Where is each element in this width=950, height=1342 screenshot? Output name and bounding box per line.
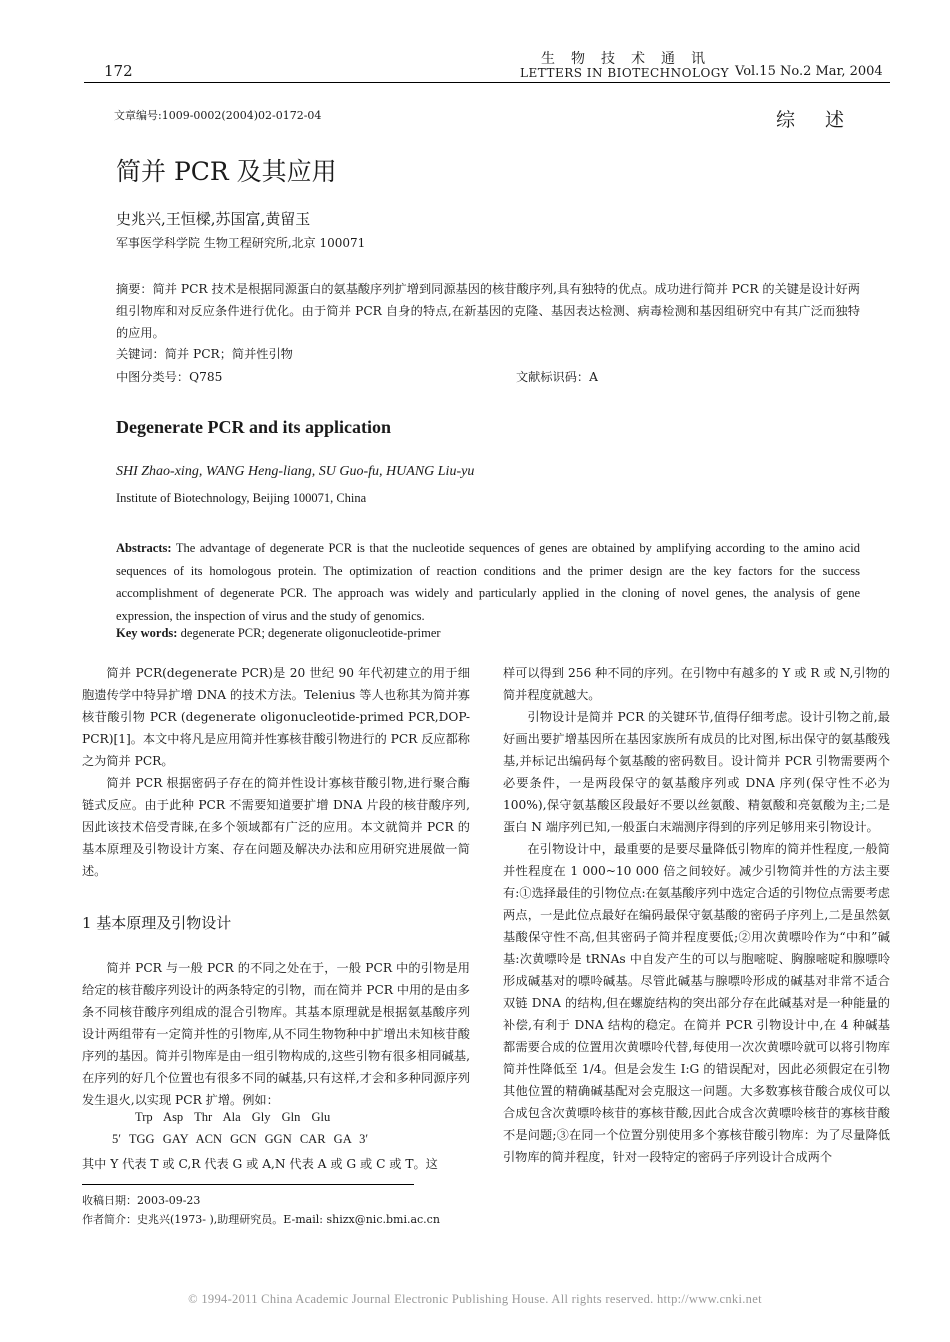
section-heading: 1 基本原理及引物设计	[82, 914, 232, 932]
authors-en: SHI Zhao-xing, WANG Heng-liang, SU Guo-fu, HUANG Liu-yu	[116, 464, 475, 479]
header-rule	[84, 82, 890, 83]
abstract-en-text: The advantage of degenerate PCR is that the nucleotide sequences of genes are obtained by amplifying according to the amino acid sequences of its homologous protein. The optimization of reaction conditions and the primer design are the key factors for the success accomplishment of degenerate PCR. The approach was widely and particularly applied in the cloning of novel genes, the analysis of gene expression, the inspection of virus and the study of genomics.	[116, 541, 860, 623]
keywords-en-label: Key words:	[116, 626, 178, 640]
title-cn: 简并 PCR 及其应用	[116, 157, 337, 186]
keywords-cn: 关键词：简并 PCR；简并性引物	[116, 347, 293, 361]
abstract-cn: 摘要：简并 PCR 技术是根据同源蛋白的氨基酸序列扩增到同源基因的核苷酸序列,具有独特的优点。成功进行简并 PCR 的关键是设计好两组引物库和对反应条件进行优化。由于简并 PCR 自身的特点,在新基因的克隆、基因表达检测、病毒检测和基因组研究中有其广泛而独特的应用。	[116, 282, 860, 340]
abstract-en-label: Abstracts:	[116, 541, 172, 555]
nucleotide-sequence: 5′ TGG GAY ACN GCN GGN CAR GA 3′	[112, 1132, 369, 1146]
page-number: 172	[104, 62, 133, 80]
journal-volume: Vol.15 No.2 Mar, 2004	[735, 64, 883, 79]
sequence-note: 其中 Y 代表 T 或 C,R 代表 G 或 A,N 代表 A 或 G 或 C 或 T。这	[82, 1157, 438, 1171]
copyright-footer: © 1994-2011 China Academic Journal Electronic Publishing House. All rights reserved. http://www.cnki.net	[188, 1292, 762, 1306]
document-code: 文献标识码：A	[516, 370, 598, 384]
journal-title-en: LETTERS IN BIOTECHNOLOGY	[520, 66, 730, 80]
authors-cn: 史兆兴,王恒樑,苏国富,黄留玉	[116, 210, 311, 228]
footnote-author-bio: 作者简介：史兆兴(1973- ),助理研究员。E-mail: shizx@nic.bmi.ac.cn	[82, 1213, 440, 1226]
left-column-section	[82, 957, 470, 1111]
section-paragraph-1: 简并 PCR 与一般 PCR 的不同之处在于，一般 PCR 中的引物是用给定的核苷酸序列设计的两条特定的引物，而在简并 PCR 中用的是由多条不同核苷酸序列组成的混合引物库。其基本原理就是根据氨基酸序列设计两组带有一定简并性的引物库,从不同生物物种中扩增出未知核苷酸序列的基因。简并引物库是由一组引物构成的,这些引物有很多相同碱基,在序列的好几个位置也有很多不同的碱基,只有这样,才会和多种同源序列发生退火,以实现 PCR 扩增。例如：	[82, 961, 470, 1107]
affiliation-en: Institute of Biotechnology, Beijing 100071, China	[116, 491, 367, 505]
keywords-en	[116, 626, 441, 641]
right-paragraph-3: 在引物设计中，最重要的是要尽量降低引物库的简并性程度,一般简并性程度在 1 000~10 000 倍之间较好。减少引物简并性的方法主要有:①选择最佳的引物位点:在氨基酸序列中选定合适的引物位点需要考虑两点，一是此位点最好在编码最保守氨基酸的密码子序列上,二是虽然氨基酸保守性不高,但其密码子简并程度要低;②用次黄嘌呤作为“中和”碱基:次黄嘌呤是 tRNAs 中自发产生的可以与胞嘧啶、胸腺嘧啶和腺嘌呤形成碱基对的嘌呤碱基。尽管此碱基与腺嘌呤形成的碱基对非常不适合双链 DNA 的结构,但在螺旋结构的突出部分存在此碱基对是一种能量的补偿,有利于 DNA 结构的稳定。在简并 PCR 引物设计中,在 4 种碱基都需要合成的位置用次黄嘌呤代替,每使用一次次黄嘌呤就可以将引物库简并性降低至 1/4。但是会发生 I:G 的错误配对，因此必须假定在引物其他位置的精确碱基配对会克服这一问题。大多数寡核苷酸合成仪可以合成包含次黄嘌呤核苷的寡核苷酸,因此合成含次黄嘌呤核苷的寡核苷酸不是问题;③在同一个位置分别使用多个寡核苷酸引物库：为了尽量降低引物库的简并程度，针对一段特定的密码子序列设计合成两个	[503, 842, 890, 1164]
right-paragraph-2: 引物设计是简并 PCR 的关键环节,值得仔细考虑。设计引物之前,最好画出要扩增基因所在基因家族所有成员的比对图,标出保守的氨基酸残基,并标记出编码每个氨基酸的密码数目。设计简并 PCR 引物需要两个必要条件，一是两段保守的氨基酸序列或 DNA 序列(保守性不必为 100%),保守氨基酸区段最好不要以丝氨酸、精氨酸和亮氨酸为主;二是蛋白 N 端序列已知,一般蛋白末端测序得到的序列足够用来引物设计。	[503, 710, 890, 834]
article-category: 综述	[776, 109, 875, 131]
abstract-en	[116, 537, 860, 627]
classification-number: 中图分类号：Q785	[116, 370, 223, 384]
intro-paragraph-1: 简并 PCR(degenerate PCR)是 20 世纪 90 年代初建立的用于细胞遗传学中特异扩增 DNA 的技术方法。Telenius 等人也称其为简并寡核苷酸引物 PCR (degenerate oligonucleotide-primed PCR,DOP-PCR)[1]。本文中将凡是应用简并性寡核苷酸引物进行的 PCR 反应都称之为简并 PCR。	[82, 666, 470, 768]
title-en: Degenerate PCR and its application	[116, 417, 391, 437]
amino-acid-sequence: Trp Asp Thr Ala Gly Gln Glu	[135, 1110, 331, 1124]
intro-paragraph-2: 简并 PCR 根据密码子存在的简并性设计寡核苷酸引物,进行聚合酶链式反应。由于此种 PCR 不需要知道要扩增 DNA 片段的核苷酸序列,因此该技术倍受青睐,在多个领域都有广泛的应用。本文就简并 PCR 的基本原理及引物设计方案、存在问题及解决办法和应用研究进展做一简述。	[82, 776, 470, 878]
right-column	[503, 662, 890, 1168]
footnote-rule	[82, 1184, 414, 1185]
right-paragraph-1: 样可以得到 256 种不同的序列。在引物中有越多的 Y 或 R 或 N,引物的简并程度就越大。	[503, 666, 890, 702]
affiliation-cn: 军事医学科学院 生物工程研究所,北京 100071	[116, 236, 366, 250]
footnote-received: 收稿日期：2003-09-23	[82, 1194, 201, 1207]
journal-title-cn: 生物技术通讯	[541, 51, 721, 67]
keywords-en-text: degenerate PCR; degenerate oligonucleotide-primer	[180, 626, 441, 640]
left-column-intro	[82, 662, 470, 882]
article-number: 文章编号:1009-0002(2004)02-0172-04	[114, 109, 322, 122]
